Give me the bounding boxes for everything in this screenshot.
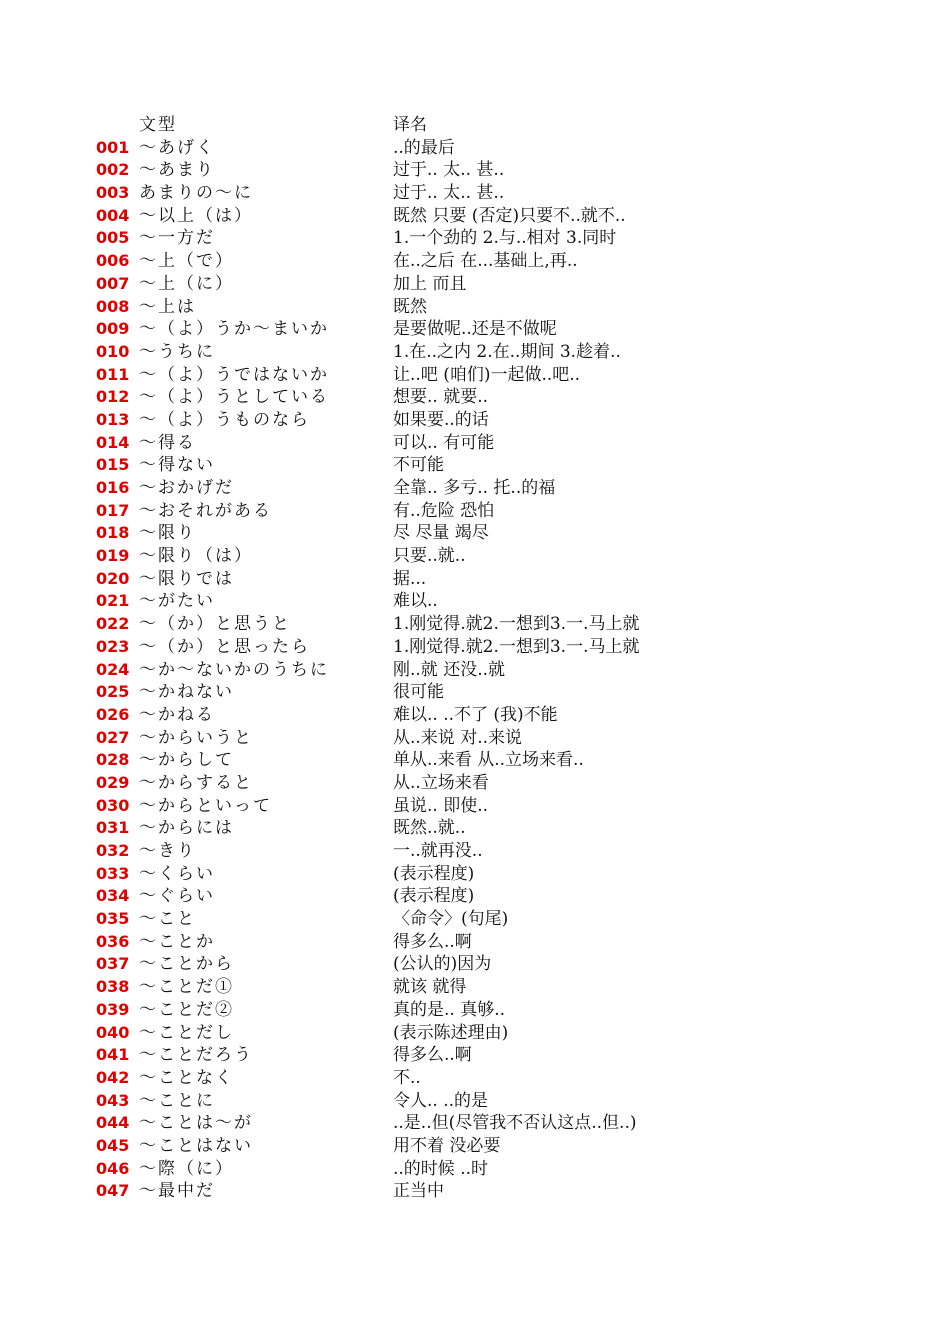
table-row	[96, 1112, 913, 1135]
row-meaning: 有..危险 恐怕	[393, 500, 495, 521]
row-number: 046	[96, 1158, 130, 1178]
row-meaning: 从..来说 对..来说	[393, 727, 523, 748]
row-meaning: 加上 而且	[393, 273, 467, 294]
row-number: 047	[96, 1181, 130, 1201]
row-number: 039	[96, 999, 130, 1019]
row-number: 036	[96, 931, 130, 951]
table-row	[96, 250, 913, 273]
row-number: 032	[96, 841, 130, 860]
row-pattern: ～限りでは	[139, 568, 234, 589]
row-meaning: 就该 就得	[393, 977, 467, 998]
row-pattern: ～ことか	[139, 931, 215, 952]
row-meaning: 让..吧 (咱们)一起做..吧..	[393, 364, 581, 385]
row-pattern: ～ことは～が	[139, 1113, 253, 1134]
row-pattern: ～からには	[139, 818, 234, 839]
row-number: 040	[96, 1022, 130, 1042]
row-meaning: (表示陈述理由)	[393, 1022, 509, 1043]
row-pattern: ～ことに	[139, 1090, 215, 1111]
row-number: 002	[96, 160, 130, 180]
row-meaning: 想要.. 就要..	[393, 387, 489, 408]
table-row	[96, 500, 913, 523]
row-meaning: 既然 只要 (否定)只要不..就不..	[393, 205, 626, 226]
row-number: 011	[96, 364, 130, 384]
row-number: 021	[96, 591, 130, 611]
row-meaning: 据...	[393, 568, 427, 589]
row-number: 025	[96, 682, 130, 702]
row-meaning: 〈命令〉(句尾)	[393, 909, 509, 930]
row-meaning: 是要做呢..还是不做呢	[393, 319, 557, 340]
row-meaning: ..的时候 ..时	[393, 1158, 489, 1179]
row-pattern: ～おそれがある	[139, 500, 272, 521]
row-pattern: ～（か）と思うと	[139, 614, 291, 635]
row-meaning: 用不着 没必要	[393, 1135, 501, 1156]
row-number: 003	[96, 183, 130, 203]
table-row	[96, 1022, 913, 1045]
table-row	[96, 590, 913, 613]
row-number: 007	[96, 273, 130, 293]
row-meaning: 既然..就..	[393, 818, 466, 839]
row-pattern: ～ことはない	[139, 1135, 253, 1156]
row-pattern: ～ぐらい	[139, 886, 215, 907]
row-pattern: ～ことだし	[139, 1022, 234, 1043]
row-number: 030	[96, 795, 130, 815]
row-pattern: ～からといって	[139, 795, 272, 816]
row-meaning: (表示程度)	[393, 886, 475, 907]
row-pattern: ～あげく	[139, 137, 215, 158]
table-row	[96, 976, 913, 999]
table-row	[96, 568, 913, 591]
row-number: 043	[96, 1090, 130, 1110]
row-pattern: ～（よ）うものなら	[139, 409, 310, 430]
row-pattern: ～きり	[139, 841, 196, 861]
table-row	[96, 159, 913, 182]
table-row	[96, 1158, 913, 1181]
table-row	[96, 795, 913, 818]
table-row	[96, 296, 913, 319]
table-row	[96, 227, 913, 250]
row-pattern: ～限り（は）	[139, 546, 253, 567]
row-pattern: ～（よ）うとしている	[139, 387, 329, 408]
table-row	[96, 1180, 913, 1203]
row-number: 041	[96, 1045, 130, 1065]
table-row	[96, 704, 913, 727]
row-number: 016	[96, 478, 130, 497]
table-row	[96, 885, 913, 908]
row-meaning: ..的最后	[393, 137, 455, 158]
row-meaning: (公认的)因为	[393, 954, 492, 975]
table-row	[96, 1044, 913, 1067]
row-number: 001	[96, 137, 130, 157]
table-row	[96, 749, 913, 772]
row-meaning: 只要..就..	[393, 546, 466, 567]
row-number: 024	[96, 659, 130, 679]
row-number: 015	[96, 455, 130, 475]
row-meaning: 虽说.. 即使..	[393, 795, 489, 816]
row-pattern: ～得ない	[139, 455, 215, 476]
row-meaning: 得多么..啊	[393, 931, 472, 952]
table-row	[96, 432, 913, 455]
row-meaning: 从..立场来看	[393, 772, 489, 793]
row-pattern: ～かねる	[139, 704, 215, 725]
row-number: 012	[96, 387, 130, 407]
row-number: 017	[96, 500, 130, 520]
table-row	[96, 364, 913, 387]
row-meaning: 过于.. 太.. 甚..	[393, 183, 505, 204]
table-row	[96, 953, 913, 976]
row-number: 027	[96, 727, 130, 747]
row-pattern: ～こと	[139, 909, 196, 930]
table-row	[96, 863, 913, 886]
row-meaning: 过于.. 太.. 甚..	[393, 160, 505, 181]
table-row	[96, 454, 913, 477]
row-meaning: 全靠.. 多亏.. 托..的福	[393, 478, 556, 498]
row-pattern: ～ことから	[139, 954, 234, 975]
row-number: 008	[96, 296, 130, 316]
row-number: 019	[96, 546, 130, 566]
row-number: 014	[96, 432, 130, 452]
row-meaning: 在..之后 在...基础上,再..	[393, 251, 578, 272]
row-number: 004	[96, 205, 130, 225]
row-number: 031	[96, 818, 130, 838]
row-meaning: (表示程度)	[393, 863, 475, 884]
row-number: 005	[96, 228, 130, 248]
row-pattern: あまりの～に	[139, 183, 253, 204]
row-number: 033	[96, 863, 130, 883]
row-number: 010	[96, 341, 130, 361]
table-row	[96, 545, 913, 568]
row-pattern: ～うちに	[139, 341, 215, 362]
row-pattern: ～からすると	[139, 772, 253, 793]
row-pattern: ～上は	[139, 296, 196, 317]
row-pattern: ～ことだろう	[139, 1045, 253, 1066]
row-pattern: ～あまり	[139, 160, 215, 181]
table-row	[96, 727, 913, 750]
table-row	[96, 205, 913, 228]
table-row	[96, 137, 913, 160]
table-row	[96, 522, 913, 545]
table-row	[96, 318, 913, 341]
table-row	[96, 772, 913, 795]
table-row	[96, 613, 913, 636]
row-meaning: 不可能	[393, 455, 444, 476]
grammar-table	[96, 114, 913, 1203]
row-pattern: ～（よ）うか～まいか	[139, 319, 329, 340]
row-number: 006	[96, 251, 130, 271]
row-meaning: 真的是.. 真够..	[393, 999, 506, 1020]
table-row	[96, 1067, 913, 1090]
table-row	[96, 681, 913, 704]
row-pattern: ～最中だ	[139, 1181, 215, 1202]
table-row	[96, 477, 913, 500]
row-meaning: 1.刚觉得.就2.一想到3.一.马上就	[393, 636, 640, 657]
table-row	[96, 273, 913, 296]
table-row	[96, 341, 913, 364]
table-row	[96, 636, 913, 659]
row-pattern: ～おかげだ	[139, 478, 234, 498]
row-meaning: 1.在..之内 2.在..期间 3.趁着..	[393, 341, 621, 362]
row-pattern: ～一方だ	[139, 228, 215, 249]
row-meaning: 1.刚觉得.就2.一想到3.一.马上就	[393, 614, 640, 635]
row-pattern: ～か～ないかのうちに	[139, 659, 329, 680]
row-number: 044	[96, 1113, 130, 1133]
row-pattern: ～（よ）うではないか	[139, 364, 329, 385]
row-number: 038	[96, 977, 130, 997]
table-row	[96, 840, 913, 863]
row-pattern: ～得る	[139, 432, 196, 453]
table-body	[96, 137, 913, 1203]
row-number: 034	[96, 886, 130, 906]
row-pattern: ～からして	[139, 750, 234, 771]
header-row	[96, 114, 913, 137]
row-meaning: 难以.. ..不了 (我)不能	[393, 704, 558, 725]
row-pattern: ～限り	[139, 523, 196, 544]
row-pattern: ～上（に）	[139, 273, 234, 294]
row-pattern: ～ことなく	[139, 1067, 234, 1088]
pattern-header: 文型	[139, 115, 177, 135]
row-meaning: 很可能	[393, 682, 444, 703]
row-pattern: ～くらい	[139, 863, 215, 884]
row-pattern: ～からいうと	[139, 727, 253, 748]
row-number: 018	[96, 523, 130, 543]
row-number: 013	[96, 409, 130, 429]
row-meaning: 1.一个劲的 2.与..相对 3.同时	[393, 228, 617, 249]
row-number: 035	[96, 909, 130, 929]
row-meaning: 刚..就 还没..就	[393, 659, 506, 680]
row-pattern: ～がたい	[139, 591, 215, 612]
table-row	[96, 931, 913, 954]
row-number: 022	[96, 614, 130, 634]
row-number: 020	[96, 568, 130, 588]
row-meaning: 不..	[393, 1067, 421, 1088]
row-pattern: ～以上（は）	[139, 205, 253, 226]
row-meaning: ..是..但(尽管我不否认这点..但..)	[393, 1113, 637, 1134]
row-pattern: ～ことだ①	[139, 977, 234, 998]
row-meaning: 一..就再没..	[393, 841, 483, 861]
row-number: 009	[96, 319, 130, 339]
row-meaning: 正当中	[393, 1181, 444, 1202]
table-row	[96, 817, 913, 840]
meaning-header: 译名	[393, 115, 427, 135]
row-meaning: 尽 尽量 竭尽	[393, 523, 489, 544]
row-meaning: 既然	[393, 296, 427, 317]
table-row	[96, 1090, 913, 1113]
table-row	[96, 1135, 913, 1158]
row-number: 029	[96, 772, 130, 792]
row-meaning: 得多么..啊	[393, 1045, 472, 1066]
table-row	[96, 908, 913, 931]
row-number: 042	[96, 1067, 130, 1087]
row-number: 037	[96, 954, 130, 974]
row-meaning: 令人.. ..的是	[393, 1090, 489, 1111]
row-pattern: ～（か）と思ったら	[139, 636, 310, 657]
table-row	[96, 182, 913, 205]
table-row	[96, 999, 913, 1022]
table-row	[96, 409, 913, 432]
row-number: 023	[96, 636, 130, 656]
row-pattern: ～ことだ②	[139, 999, 234, 1020]
row-number: 028	[96, 750, 130, 770]
row-meaning: 难以..	[393, 591, 438, 612]
row-number: 026	[96, 704, 130, 724]
row-meaning: 单从..来看 从..立场来看..	[393, 750, 584, 771]
row-number: 045	[96, 1135, 130, 1155]
row-meaning: 如果要..的话	[393, 409, 489, 430]
table-row	[96, 386, 913, 409]
row-pattern: ～際（に）	[139, 1158, 234, 1179]
row-pattern: ～上（で）	[139, 251, 234, 272]
row-meaning: 可以.. 有可能	[393, 432, 495, 453]
row-pattern: ～かねない	[139, 682, 234, 703]
table-row	[96, 659, 913, 682]
